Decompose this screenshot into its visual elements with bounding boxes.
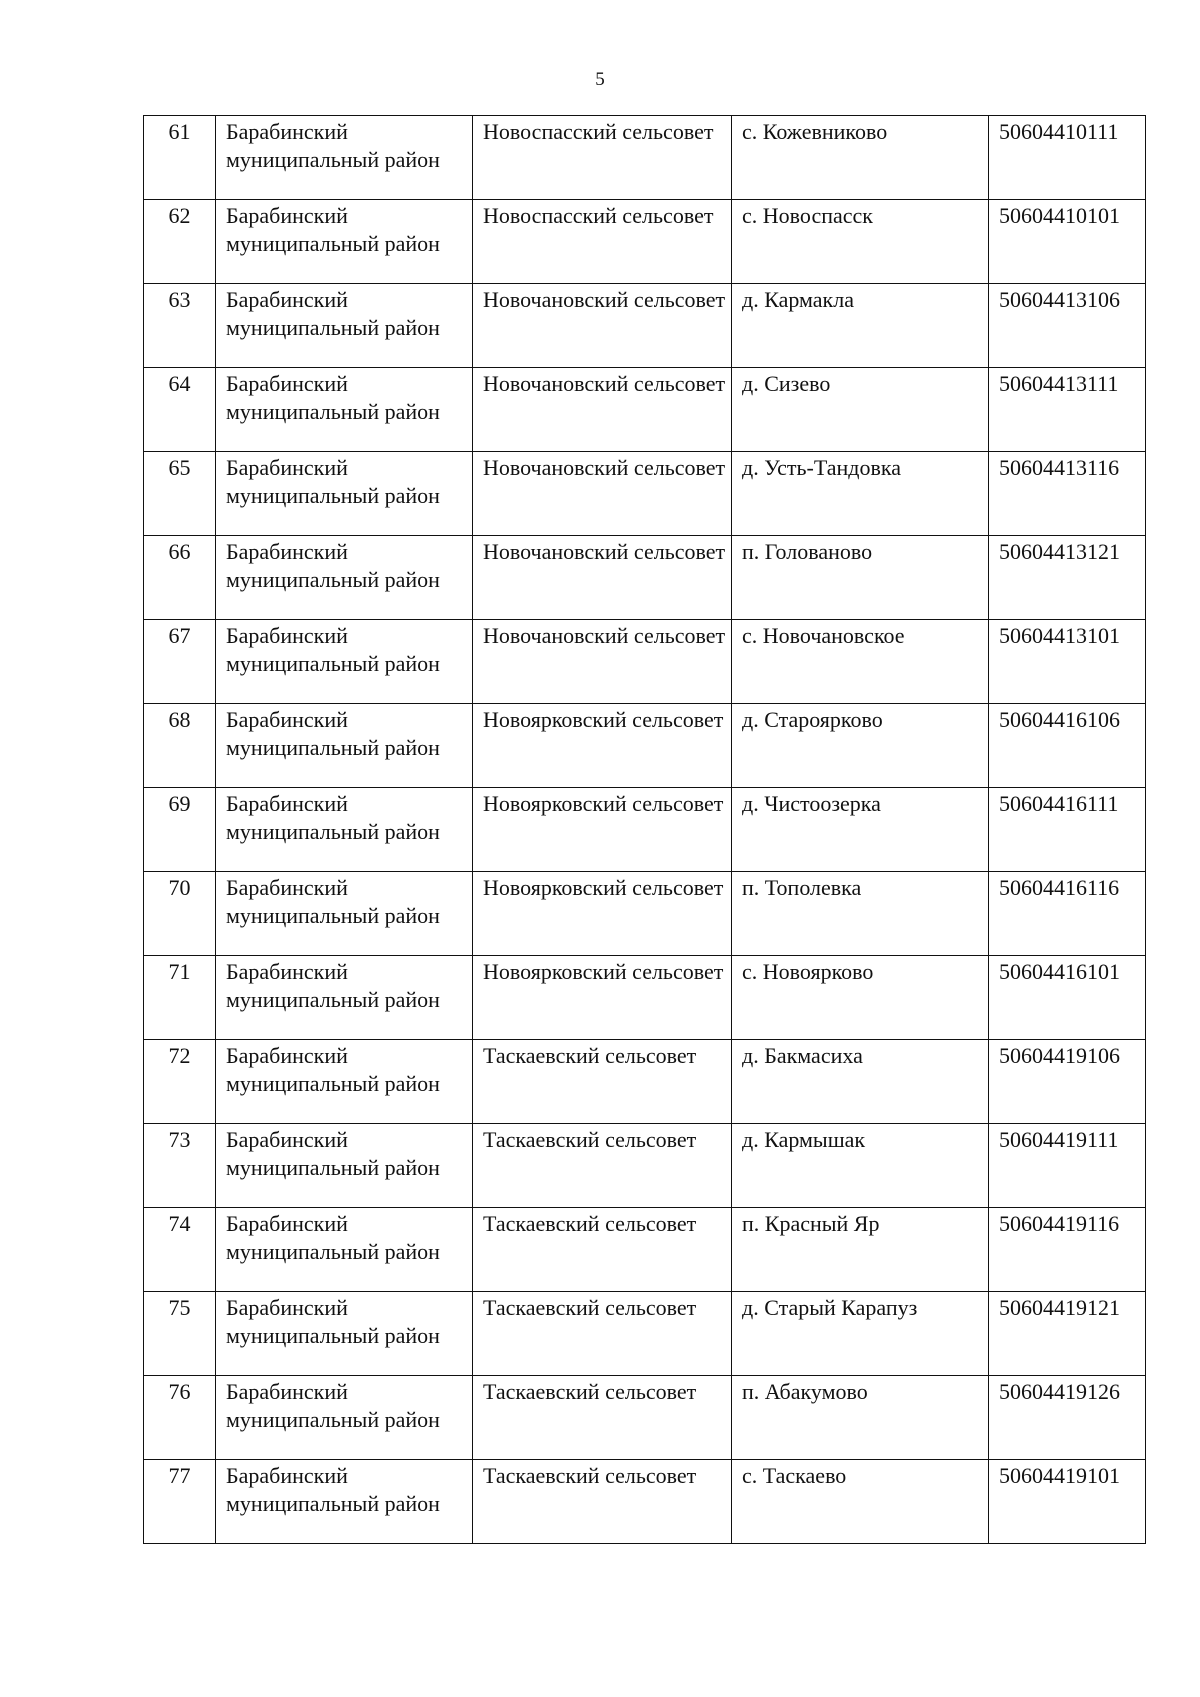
row-number-cell: 72: [144, 1040, 216, 1124]
locality-cell: с. Новочановское: [732, 620, 989, 704]
oktmo-code-cell: 50604416101: [989, 956, 1146, 1040]
row-number-cell: 74: [144, 1208, 216, 1292]
row-number-cell: 67: [144, 620, 216, 704]
oktmo-code-cell: 50604416116: [989, 872, 1146, 956]
locality-cell: с. Новоспасск: [732, 200, 989, 284]
oktmo-code-cell: 50604413106: [989, 284, 1146, 368]
row-number-cell: 69: [144, 788, 216, 872]
locality-cell: п. Красный Яр: [732, 1208, 989, 1292]
locality-cell: д. Кармакла: [732, 284, 989, 368]
district-cell: Барабинский муниципальный район: [216, 704, 473, 788]
district-cell: Барабинский муниципальный район: [216, 200, 473, 284]
table-row: [144, 1208, 1146, 1292]
oktmo-code-cell: 50604413101: [989, 620, 1146, 704]
locality-cell: п. Абакумово: [732, 1376, 989, 1460]
council-cell: Новочановский сельсовет: [473, 368, 732, 452]
district-cell: Барабинский муниципальный район: [216, 1292, 473, 1376]
table-row: [144, 1460, 1146, 1544]
district-cell: Барабинский муниципальный район: [216, 116, 473, 200]
row-number-cell: 70: [144, 872, 216, 956]
district-cell: Барабинский муниципальный район: [216, 788, 473, 872]
district-cell: Барабинский муниципальный район: [216, 872, 473, 956]
council-cell: Новоспасский сельсовет: [473, 200, 732, 284]
oktmo-code-cell: 50604419106: [989, 1040, 1146, 1124]
row-number-cell: 76: [144, 1376, 216, 1460]
locality-cell: д. Кармышак: [732, 1124, 989, 1208]
district-cell: Барабинский муниципальный район: [216, 284, 473, 368]
locality-cell: д. Сизево: [732, 368, 989, 452]
district-cell: Барабинский муниципальный район: [216, 368, 473, 452]
oktmo-code-cell: 50604419126: [989, 1376, 1146, 1460]
row-number-cell: 61: [144, 116, 216, 200]
district-cell: Барабинский муниципальный район: [216, 1460, 473, 1544]
oktmo-code-cell: 50604410111: [989, 116, 1146, 200]
table-row: [144, 200, 1146, 284]
table-row: [144, 536, 1146, 620]
table-row: [144, 368, 1146, 452]
row-number-cell: 77: [144, 1460, 216, 1544]
row-number-cell: 64: [144, 368, 216, 452]
oktmo-code-cell: 50604416111: [989, 788, 1146, 872]
table-row: [144, 284, 1146, 368]
table-row: [144, 788, 1146, 872]
row-number-cell: 63: [144, 284, 216, 368]
table-row: [144, 1124, 1146, 1208]
council-cell: Таскаевский сельсовет: [473, 1208, 732, 1292]
oktmo-code-cell: 50604413121: [989, 536, 1146, 620]
council-cell: Таскаевский сельсовет: [473, 1040, 732, 1124]
oktmo-code-cell: 50604413116: [989, 452, 1146, 536]
locality-cell: с. Кожевниково: [732, 116, 989, 200]
council-cell: Новоярковский сельсовет: [473, 704, 732, 788]
page-number: 5: [595, 69, 605, 90]
table-row: [144, 704, 1146, 788]
council-cell: Новочановский сельсовет: [473, 536, 732, 620]
table-row: [144, 620, 1146, 704]
district-cell: Барабинский муниципальный район: [216, 620, 473, 704]
council-cell: Новоярковский сельсовет: [473, 788, 732, 872]
oktmo-code-cell: 50604419121: [989, 1292, 1146, 1376]
district-cell: Барабинский муниципальный район: [216, 1208, 473, 1292]
locality-cell: д. Староярково: [732, 704, 989, 788]
council-cell: Новоспасский сельсовет: [473, 116, 732, 200]
row-number-cell: 71: [144, 956, 216, 1040]
locality-cell: д. Бакмасиха: [732, 1040, 989, 1124]
district-cell: Барабинский муниципальный район: [216, 536, 473, 620]
table-row: [144, 1040, 1146, 1124]
locality-cell: д. Усть-Тандовка: [732, 452, 989, 536]
oktmo-code-cell: 50604419111: [989, 1124, 1146, 1208]
oktmo-code-cell: 50604419116: [989, 1208, 1146, 1292]
council-cell: Новочановский сельсовет: [473, 284, 732, 368]
row-number-cell: 66: [144, 536, 216, 620]
locality-cell: д. Чистоозерка: [732, 788, 989, 872]
oktmo-code-cell: 50604413111: [989, 368, 1146, 452]
locality-cell: п. Тополевка: [732, 872, 989, 956]
council-cell: Таскаевский сельсовет: [473, 1460, 732, 1544]
district-cell: Барабинский муниципальный район: [216, 1040, 473, 1124]
locality-cell: д. Старый Карапуз: [732, 1292, 989, 1376]
council-cell: Новоярковский сельсовет: [473, 956, 732, 1040]
table-row: [144, 956, 1146, 1040]
row-number-cell: 62: [144, 200, 216, 284]
table-body: [144, 116, 1146, 1544]
council-cell: Таскаевский сельсовет: [473, 1376, 732, 1460]
council-cell: Таскаевский сельсовет: [473, 1292, 732, 1376]
table-row: [144, 872, 1146, 956]
council-cell: Новочановский сельсовет: [473, 620, 732, 704]
council-cell: Таскаевский сельсовет: [473, 1124, 732, 1208]
oktmo-code-cell: 50604410101: [989, 200, 1146, 284]
district-cell: Барабинский муниципальный район: [216, 452, 473, 536]
locality-cell: с. Новоярково: [732, 956, 989, 1040]
oktmo-code-cell: 50604419101: [989, 1460, 1146, 1544]
table-row: [144, 116, 1146, 200]
locality-cell: п. Голованово: [732, 536, 989, 620]
council-cell: Новоярковский сельсовет: [473, 872, 732, 956]
row-number-cell: 65: [144, 452, 216, 536]
district-cell: Барабинский муниципальный район: [216, 956, 473, 1040]
row-number-cell: 73: [144, 1124, 216, 1208]
table-row: [144, 1376, 1146, 1460]
district-cell: Барабинский муниципальный район: [216, 1376, 473, 1460]
oktmo-code-cell: 50604416106: [989, 704, 1146, 788]
table-row: [144, 452, 1146, 536]
row-number-cell: 68: [144, 704, 216, 788]
row-number-cell: 75: [144, 1292, 216, 1376]
district-cell: Барабинский муниципальный район: [216, 1124, 473, 1208]
table-row: [144, 1292, 1146, 1376]
locality-cell: с. Таскаево: [732, 1460, 989, 1544]
settlements-table: [143, 115, 1146, 1544]
council-cell: Новочановский сельсовет: [473, 452, 732, 536]
